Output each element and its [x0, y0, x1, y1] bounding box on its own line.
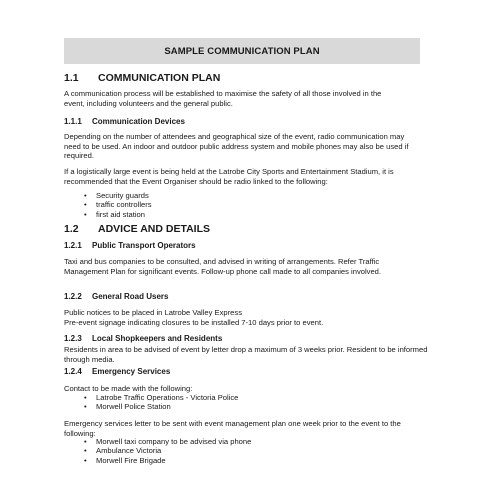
list-item: • Morwell taxi company to be advised via phone — [64, 437, 251, 446]
section-heading-1-1 — [64, 72, 220, 84]
subsection-heading-1-1-1 — [64, 117, 185, 126]
section-number: 1.2 — [64, 223, 79, 235]
subsection-heading-1-2-4 — [64, 367, 170, 376]
subsection-heading-1-2-3 — [64, 334, 222, 343]
radio-link-paragraph: If a logistically large event is being held at the Latrobe City Sports and Entertainment Stadium, it is recommended that the Event Organiser should be radio linked to the following: — [64, 167, 394, 186]
public-transport-paragraph: Taxi and bus companies to be consulted, and advised in writing of arrangements. Refer Traffic Management Plan for significant events. Follow-up phone call made to all companies involved. — [64, 257, 382, 276]
subsection-number: 1.2.3 — [64, 334, 82, 343]
subsection-number: 1.1.1 — [64, 117, 82, 126]
subsection-number: 1.2.4 — [64, 367, 82, 376]
subsection-title: Local Shopkeepers and Residents — [92, 334, 223, 343]
subsection-title: Public Transport Operators — [92, 241, 196, 250]
list-item: • Morwell Fire Brigade — [64, 456, 251, 465]
document-title: SAMPLE COMMUNICATION PLAN — [164, 45, 320, 57]
emergency-letter-paragraph: Emergency services letter to be sent with event management plan one week prior to the event to the following: — [64, 419, 401, 438]
list-item: • Security guards — [64, 191, 152, 200]
subsection-heading-1-2-1 — [64, 241, 196, 250]
shopkeepers-paragraph: Residents in area to be advised of event by letter drop a maximum of 3 weeks prior. Resident to be informed through media. — [64, 345, 428, 364]
road-users-line-1: Public notices to be placed in Latrobe Valley Express — [64, 308, 242, 317]
document-title-bar — [64, 38, 420, 64]
emergency-letter-list — [64, 437, 251, 465]
list-item: • Latrobe Traffic Operations - Victoria Police — [64, 393, 238, 402]
list-item: • Morwell Police Station — [64, 402, 238, 411]
subsection-title: Emergency Services — [92, 367, 171, 376]
section-title: COMMUNICATION PLAN — [98, 72, 221, 84]
subsection-number: 1.2.1 — [64, 241, 82, 250]
list-item: • first aid station — [64, 210, 152, 219]
subsection-number: 1.2.2 — [64, 292, 82, 301]
subsection-title: Communication Devices — [92, 117, 185, 126]
list-item: • traffic controllers — [64, 200, 152, 209]
communication-devices-paragraph: Depending on the number of attendees and geographical size of the event, radio communication may need to be used. An indoor and outdoor public address system and mobile phones may also be used if required. — [64, 132, 409, 161]
section-number: 1.1 — [64, 72, 79, 84]
section-title: ADVICE AND DETAILS — [98, 223, 211, 235]
road-users-line-2: Pre-event signage indicating closures to be installed 7-10 days prior to event. — [64, 318, 324, 327]
subsection-heading-1-2-2 — [64, 292, 168, 301]
radio-link-list — [64, 191, 152, 219]
section-intro-paragraph: A communication process will be established to maximise the safety of all those involved in the event, including volunteers and the general public. — [64, 89, 382, 108]
list-item: • Ambulance Victoria — [64, 446, 251, 455]
subsection-title: General Road Users — [92, 292, 169, 301]
emergency-contact-intro: Contact to be made with the following: — [64, 384, 193, 393]
emergency-contact-list — [64, 393, 238, 412]
section-heading-1-2 — [64, 223, 210, 235]
